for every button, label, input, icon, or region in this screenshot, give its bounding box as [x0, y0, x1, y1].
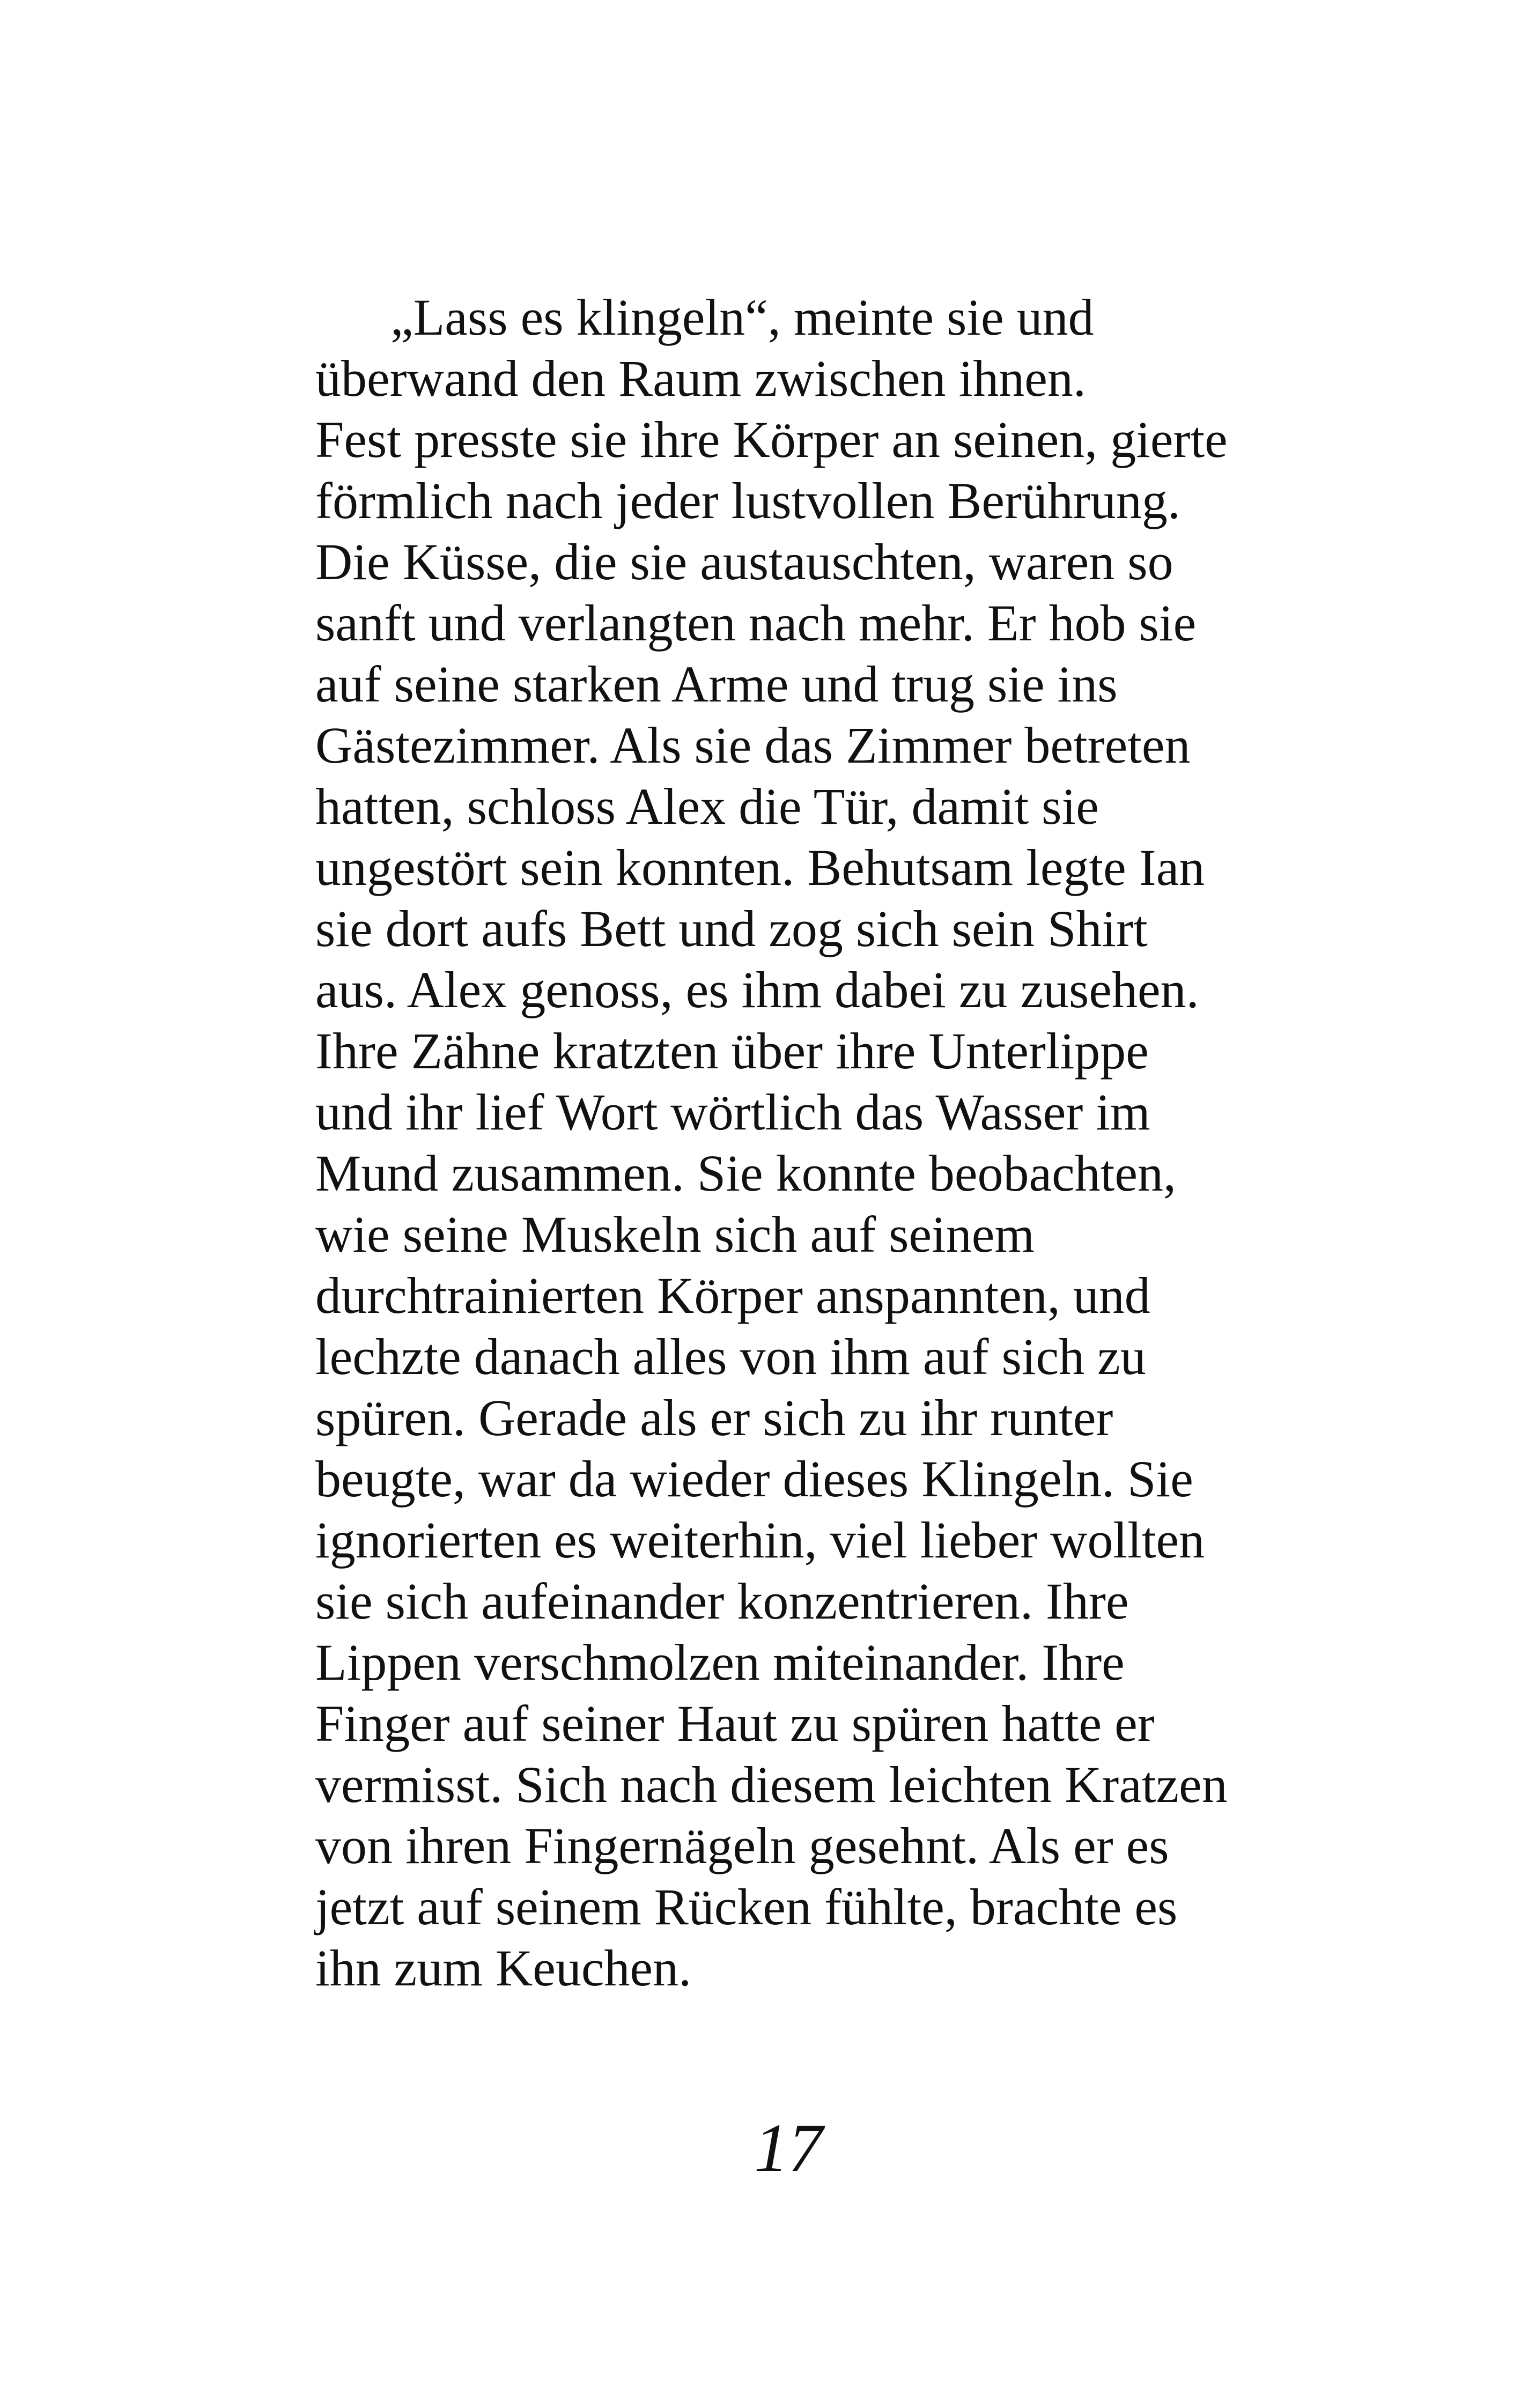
text-line: Lippen verschmolzen miteinander. Ihre — [315, 1634, 1125, 1691]
text-line: Mund zusammen. Sie konnte beobachten, — [315, 1144, 1176, 1202]
text-line: lechzte danach alles von ihm auf sich zu — [315, 1328, 1146, 1385]
text-line: wie seine Muskeln sich auf seinem — [315, 1206, 1035, 1263]
text-line: ungestört sein konnten. Behutsam legte Ian — [315, 839, 1205, 896]
text-line: Ihre Zähne kratzten über ihre Unterlippe — [315, 1022, 1149, 1080]
text-line: auf seine starken Arme und trug sie ins — [315, 655, 1118, 713]
text-line: beugte, war da wieder dieses Klingeln. Sie — [315, 1450, 1193, 1508]
text-line: aus. Alex genoss, es ihm dabei zu zusehen. — [315, 961, 1199, 1018]
text-line: Die Küsse, die sie austauschten, waren so — [315, 533, 1173, 590]
text-line: ignorierten es weiterhin, viel lieber wollten — [315, 1511, 1205, 1569]
text-line: durchtrainierten Körper anspannten, und — [315, 1267, 1150, 1324]
text-line: spüren. Gerade als er sich zu ihr runter — [315, 1389, 1113, 1446]
text-line: Finger auf seiner Haut zu spüren hatte er — [315, 1695, 1155, 1752]
text-line: hatten, schloss Alex die Tür, damit sie — [315, 778, 1099, 835]
text-line: und ihr lief Wort wörtlich das Wasser im — [315, 1083, 1150, 1141]
body-text — [315, 287, 1291, 1999]
text-line: vermisst. Sich nach diesem leichten Kratzen — [315, 1756, 1228, 1813]
page-number: 17 — [754, 2110, 823, 2186]
text-line: von ihren Fingernägeln gesehnt. Als er es — [315, 1817, 1169, 1874]
text-line: Fest presste sie ihre Körper an seinen, gierte — [315, 411, 1228, 468]
text-line: förmlich nach jeder lustvollen Berührung. — [315, 472, 1180, 529]
text-line: Gästezimmer. Als sie das Zimmer betreten — [315, 717, 1191, 774]
text-line: sanft und verlangten nach mehr. Er hob sie — [315, 594, 1197, 652]
text-line: überwand den Raum zwischen ihnen. — [315, 350, 1086, 407]
text-line: „Lass es klingeln“, meinte sie und — [390, 289, 1094, 346]
text-line: sie sich aufeinander konzentrieren. Ihre — [315, 1572, 1129, 1630]
text-line: ihn zum Keuchen. — [315, 1939, 692, 1997]
text-line: sie dort aufs Bett und zog sich sein Shirt — [315, 900, 1148, 957]
text-line: jetzt auf seinem Rücken fühlte, brachte es — [315, 1878, 1178, 1936]
